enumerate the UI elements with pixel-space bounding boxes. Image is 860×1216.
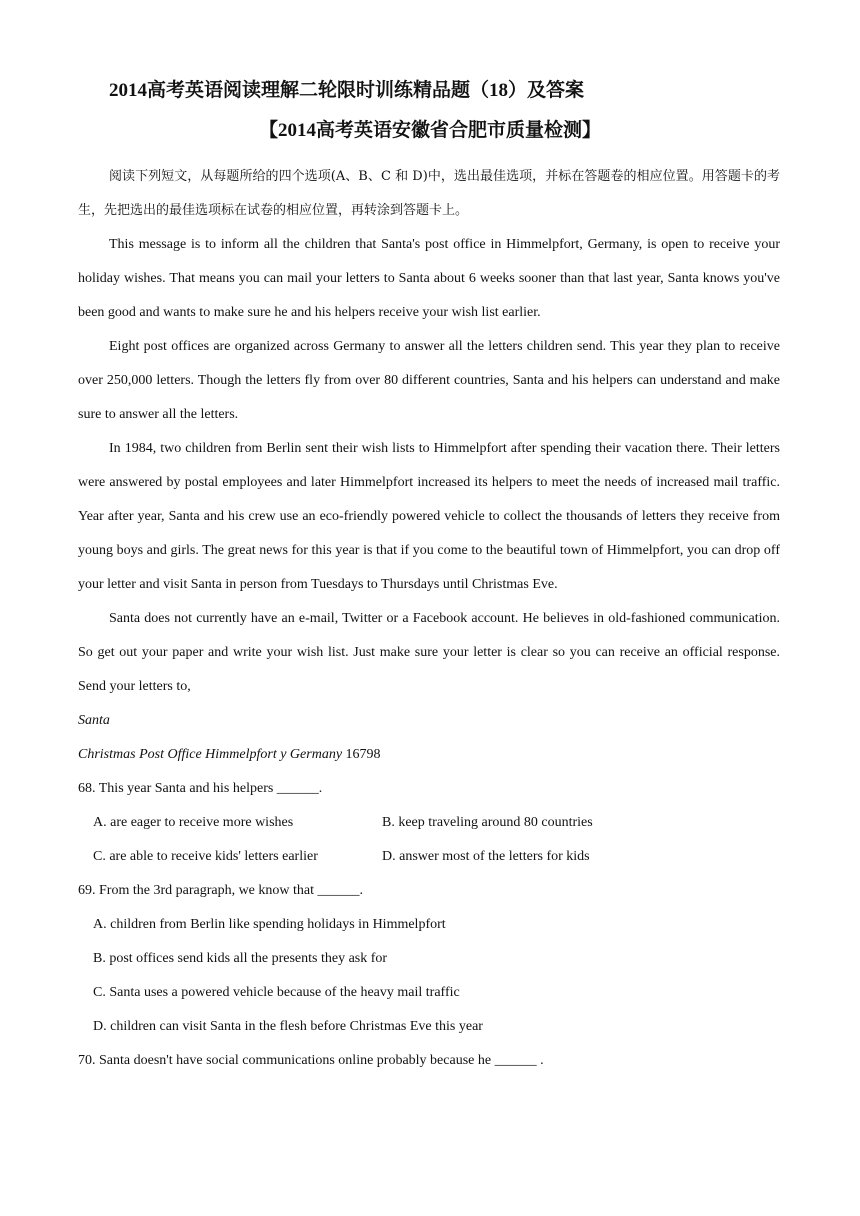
question-69-option-c: C. Santa uses a powered vehicle because of the heavy mail traffic bbox=[93, 985, 460, 1000]
paragraph-3: In 1984, two children from Berlin sent their wish lists to Himmelpfort after spending their vacation there. Their letters were answered by postal employees and later Himmelpfort increased its helpers to meet the needs of increased mail traffic. Year after year, Santa and his crew use an eco-friendly powered vehicle to collect the thousands of letters they receive from young boys and girls. The great news for this year is that if you come to the beautiful town of Himmelpfort, you can drop off your letter and visit Santa in person from Tuesdays to Thursdays until Christmas Eve. bbox=[78, 441, 780, 592]
question-69-option-a: A. children from Berlin like spending holidays in Himmelpfort bbox=[93, 917, 446, 932]
paragraph-2: Eight post offices are organized across Germany to answer all the letters children send. This year they plan to receive over 250,000 letters. Though the letters fly from over 80 different countries, Santa and his helpers can understand and make sure to answer all the letters. bbox=[78, 339, 780, 422]
question-69-option-b: B. post offices send kids all the presents they ask for bbox=[93, 951, 388, 966]
address-recipient: Santa bbox=[78, 713, 110, 728]
question-68-option-a: A. are eager to receive more wishes bbox=[93, 815, 294, 830]
address-line bbox=[78, 738, 780, 772]
question-68-option-c: C. are able to receive kids' letters earlier bbox=[93, 849, 318, 864]
question-70-stem: 70. Santa doesn't have social communications online probably because he ______ . bbox=[78, 1053, 544, 1068]
question-68-options-row-2 bbox=[78, 840, 780, 874]
paragraph-4: Santa does not currently have an e-mail, Twitter or a Facebook account. He believes in old-fashioned communication. So get out your paper and write your wish list. Just make sure your letter is clear so you can receive an official response. Send your letters to, bbox=[78, 611, 780, 694]
question-69-stem: 69. From the 3rd paragraph, we know that ______. bbox=[78, 883, 363, 898]
question-69-option-d: D. children can visit Santa in the flesh before Christmas Eve this year bbox=[93, 1019, 483, 1034]
question-68-stem: 68. This year Santa and his helpers ______. bbox=[78, 781, 323, 796]
paragraph-1: This message is to inform all the children that Santa's post office in Himmelpfort, Germany, is open to receive your holiday wishes. That means you can mail your letters to Santa about 6 weeks sooner than that last year, Santa knows you've been good and wants to make sure he and his helpers receive your wish list earlier. bbox=[78, 237, 780, 320]
question-68-options-row-1 bbox=[78, 806, 780, 840]
exam-source-heading: 【2014高考英语安徽省合肥市质量检测】 bbox=[258, 120, 601, 141]
page-title: 2014高考英语阅读理解二轮限时训练精品题（18）及答案 bbox=[109, 80, 585, 101]
address-postcode: 16798 bbox=[342, 747, 381, 762]
instructions: 阅读下列短文，从每题所给的四个选项(A、B、C 和 D)中，选出最佳选项，并标在答题卷的相应位置。用答题卡的考生，先把选出的最佳选项标在试卷的相应位置，再转涂到答题卡上。 bbox=[78, 169, 780, 218]
question-68-option-b: B. keep traveling around 80 countries bbox=[382, 815, 593, 830]
address-street: Christmas Post Office Himmelpfort y Germany bbox=[78, 747, 343, 762]
document-body bbox=[78, 160, 780, 1078]
question-68-option-d: D. answer most of the letters for kids bbox=[382, 849, 590, 864]
